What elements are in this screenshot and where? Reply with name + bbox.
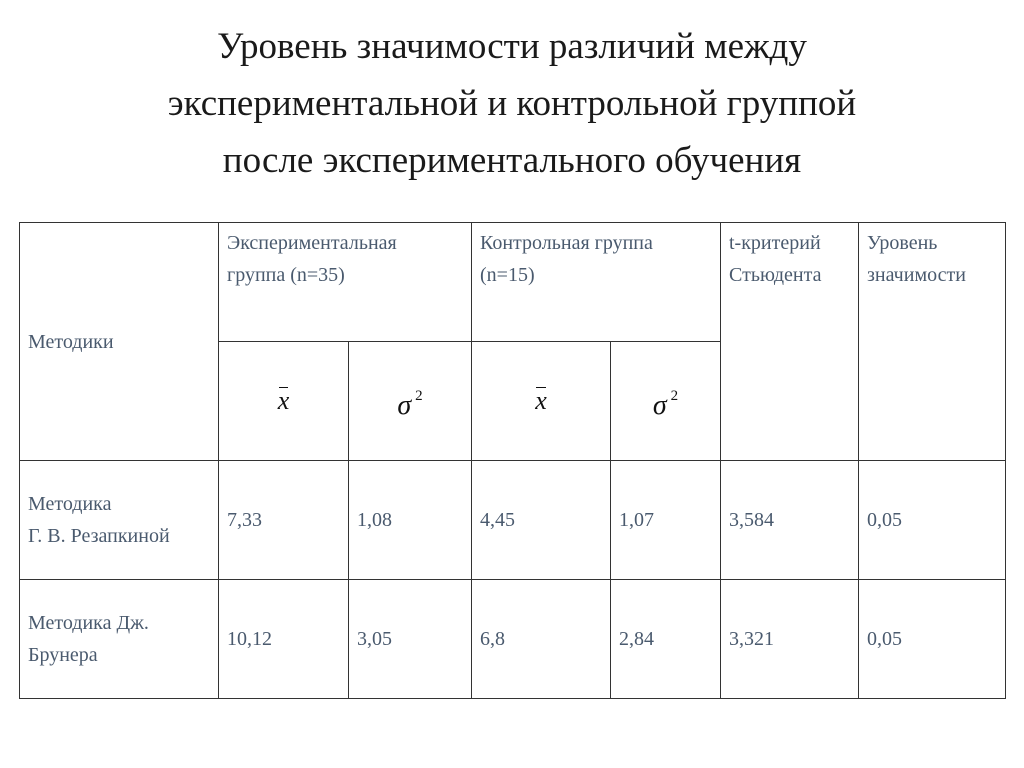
row-t-value: 3,584: [721, 461, 859, 580]
row-significance: 0,05: [859, 580, 1006, 699]
title-line-2: экспериментальной и контрольной группой: [167, 83, 857, 124]
row-method-name: Методика Г. В. Резапкиной: [20, 461, 219, 580]
table-row: [20, 461, 1006, 580]
row-ctrl-mean: 6,8: [472, 580, 611, 699]
table-row: [20, 580, 1006, 699]
row-ctrl-sigma: 1,07: [611, 461, 721, 580]
row-ctrl-sigma: 2,84: [611, 580, 721, 699]
ctrl-mean-symbol: x: [472, 342, 611, 461]
header-experimental-group: Экспериментальная группа (n=35): [219, 223, 472, 342]
header-t-criterion: t-критерий Стьюдента: [721, 223, 859, 461]
header-methods: Методики: [20, 223, 219, 461]
row-method-name: Методика Дж. Брунера: [20, 580, 219, 699]
title-line-3: после экспериментального обучения: [222, 140, 802, 181]
exp-mean-symbol: x: [219, 342, 349, 461]
row-exp-sigma: 3,05: [349, 580, 472, 699]
slide-title: [0, 18, 1024, 189]
row-ctrl-mean: 4,45: [472, 461, 611, 580]
header-significance-level: Уровень значимости: [859, 223, 1006, 461]
row-exp-mean: 10,12: [219, 580, 349, 699]
title-line-1: Уровень значимости различий между: [217, 26, 807, 67]
row-t-value: 3,321: [721, 580, 859, 699]
ctrl-sigma-symbol: σ $^2$: [611, 342, 721, 461]
header-control-group: Контрольная группа (n=15): [472, 223, 721, 342]
row-exp-sigma: 1,08: [349, 461, 472, 580]
header-row-groups: [20, 223, 1006, 342]
row-exp-mean: 7,33: [219, 461, 349, 580]
results-table: [19, 222, 1006, 699]
row-significance: 0,05: [859, 461, 1006, 580]
exp-sigma-symbol: σ $^2$: [349, 342, 472, 461]
